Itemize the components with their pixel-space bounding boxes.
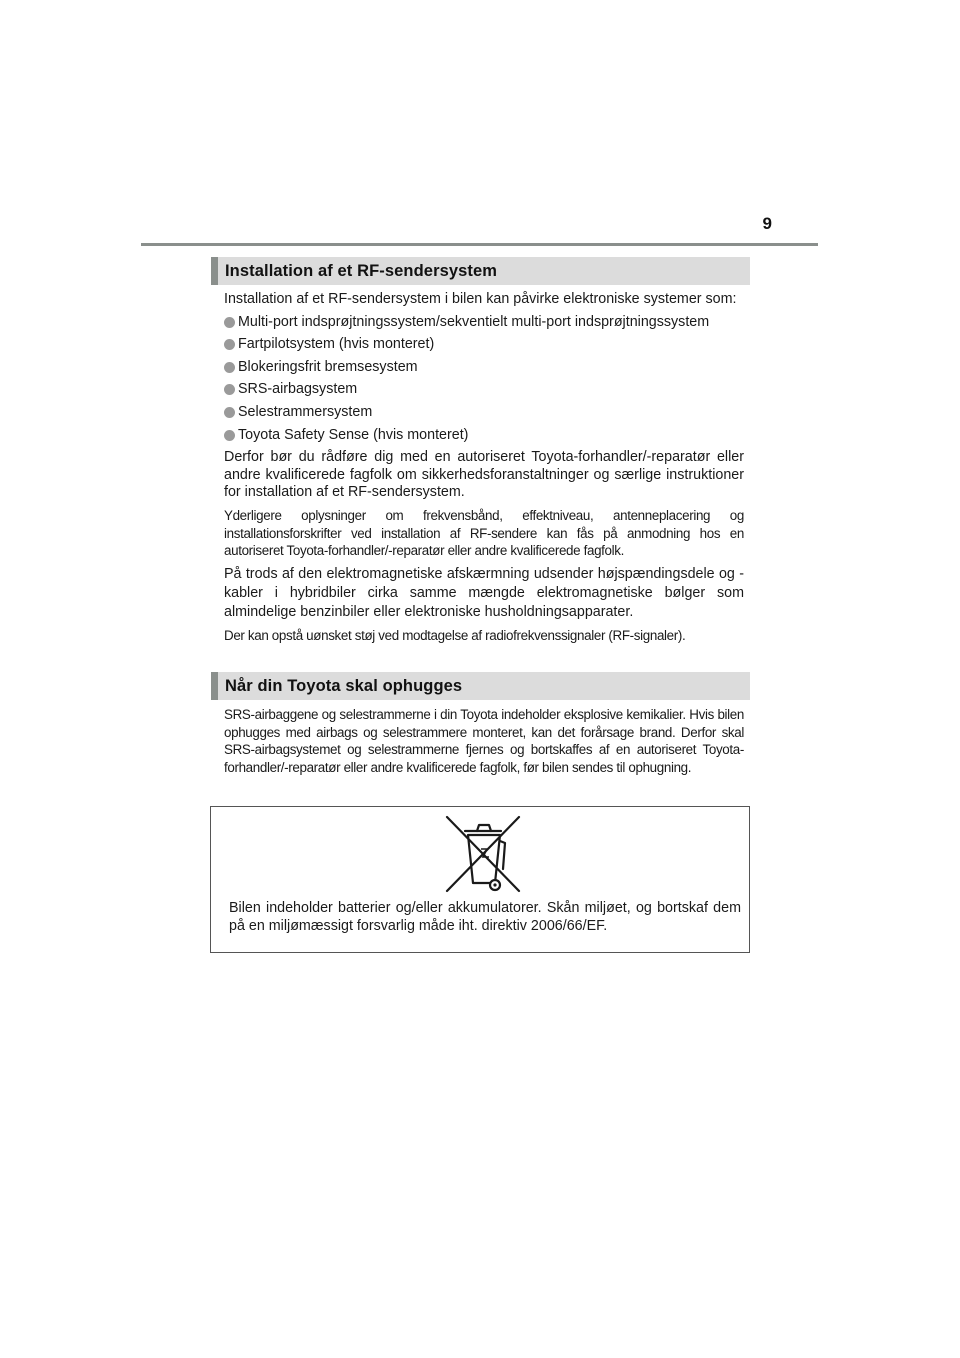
section-heading-label: Installation af et RF-sendersystem: [225, 261, 498, 280]
list-item: [224, 336, 744, 354]
bullet-icon: [224, 384, 235, 395]
list-item-text: Multi-port indsprøjtningssystem/sekventielt multi-port indsprøjtningssystem: [238, 313, 710, 330]
section-heading-scrapping: [211, 672, 750, 700]
bullet-icon: [224, 407, 235, 418]
section-scrapping-content: [224, 706, 744, 776]
crossed-out-wheelie-bin-icon: [443, 813, 523, 895]
list-item: [224, 359, 744, 377]
bullet-icon: [224, 430, 235, 441]
section-heading-label: Når din Toyota skal ophugges: [225, 676, 463, 695]
list-item: [224, 404, 744, 422]
bullet-icon: [224, 339, 235, 350]
paragraph-scrapping: SRS-airbaggene og selestrammerne i din Toyota indeholder eksplosive kemikalier. Hvis bilen ophugges med airbags og selestrammere monteret, kan det forårsage brand. Derfor skal SRS-airbagsystemet og selestrammerne fjernes og bortskaffes af en autoriseret Toyota-forhandler/-reparatør eller andre kvalificerede fagfolk, før bilen sendes til ophugning.: [224, 707, 744, 775]
paragraph-hybrid-emissions: På trods af den elektromagnetiske afskærmning udsender højspændingsdele og -kabler i hybridbiler cirka samme mængde elektromagnetiske bølger som almindelige benzinbiler eller elektroniske husholdningsapparater.: [224, 565, 744, 620]
list-item: [224, 427, 744, 445]
list-item: [224, 381, 744, 399]
intro-paragraph: Installation af et RF-sendersystem i bilen kan påvirke elektroniske systemer som:: [224, 291, 737, 307]
page-number: 9: [762, 214, 772, 233]
section-rf-sender-content: [224, 291, 744, 644]
paragraph-advice: Derfor bør du rådføre dig med en autoriseret Toyota-forhandler/-reparatør eller andre kvalificerede fagfolk om sikkerhedsforanstaltninger og særlige instruktioner for installation af et RF-sendersystem.: [224, 449, 744, 501]
list-item: [224, 314, 744, 332]
battery-disposal-notice: [210, 806, 750, 953]
list-item-text: Fartpilotsystem (hvis monteret): [238, 336, 435, 353]
notice-text: Bilen indeholder batterier og/eller akkumulatorer. Skån miljøet, og bortskaf dem på en miljømæssigt forsvarlig måde iht. direktiv 2006/66/EF.: [229, 900, 741, 934]
paragraph-more-info: Yderligere oplysninger om frekvensbånd, effektniveau, antenneplacering og installationsforskrifter ved installation af RF-sendere kan fås på anmodning hos en autoriseret Toyota-forhandler/-reparatør eller andre kvalificerede fagfolk.: [224, 507, 744, 559]
header-rule: [141, 243, 818, 246]
list-item-text: Blokeringsfrit bremsesystem: [238, 358, 418, 375]
bullet-icon: [224, 362, 235, 373]
list-item-text: Selestrammersystem: [238, 403, 373, 420]
list-item-text: SRS-airbagsystem: [238, 381, 358, 398]
bullet-icon: [224, 317, 235, 328]
list-item-text: Toyota Safety Sense (hvis monteret): [238, 426, 469, 443]
section-heading-rf-sender: [211, 257, 750, 285]
paragraph-noise: Der kan opstå uønsket støj ved modtagelse af radiofrekvenssignaler (RF-signaler).: [224, 627, 686, 643]
